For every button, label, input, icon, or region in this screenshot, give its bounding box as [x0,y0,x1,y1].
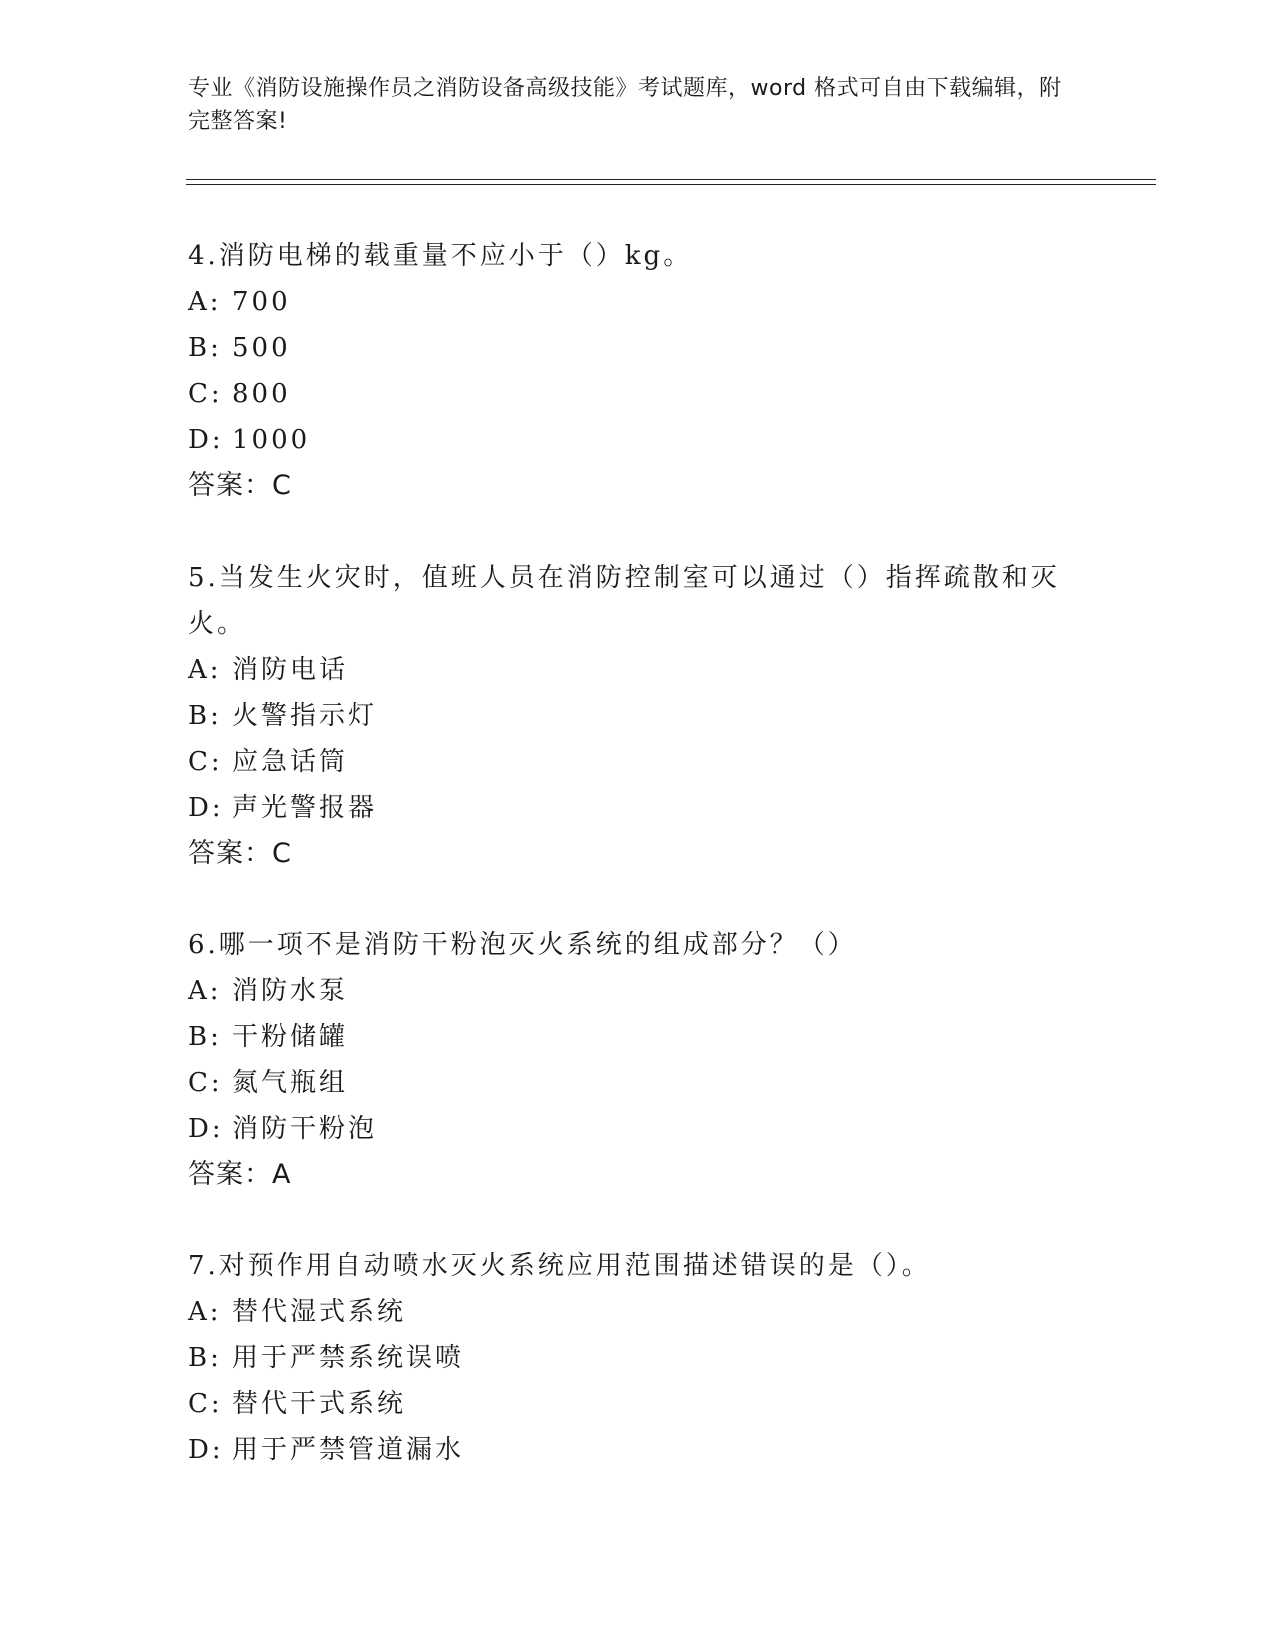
option-a [188,279,1068,325]
option-letter: D: [188,1114,224,1144]
option-letter: B: [188,701,222,731]
header-divider-bottom [186,184,1156,185]
question-6 [188,922,1068,1198]
option-letter: C: [188,379,223,409]
option-text: 替代干式系统 [232,1389,407,1419]
option-text: 应急话筒 [232,747,349,777]
option-b [188,693,1068,739]
option-letter: D: [188,425,224,455]
option-c [188,1060,1068,1106]
option-text: 1000 [232,425,311,455]
option-letter: A: [188,976,222,1006]
option-d [188,417,1068,463]
option-c [188,739,1068,785]
option-text: 700 [232,287,291,317]
option-text: 用于严禁系统误喷 [232,1343,465,1373]
question-stem: 7.对预作用自动喷水灭火系统应用范围描述错误的是（）。 [188,1251,931,1281]
option-letter: B: [188,333,222,363]
option-text: 氮气瓶组 [232,1068,349,1098]
option-letter: A: [188,287,222,317]
question-4 [188,233,1068,509]
option-b [188,1014,1068,1060]
option-text: 500 [232,333,291,363]
option-d [188,785,1068,831]
option-text: 干粉储罐 [232,1022,349,1052]
option-text: 声光警报器 [232,793,378,823]
question-stem: 5.当发生火灾时，值班人员在消防控制室可以通过（）指挥疏散和灭火。 [188,563,1060,639]
option-letter: B: [188,1022,222,1052]
option-b [188,1335,1068,1381]
option-letter: D: [188,793,224,823]
answer-line: 答案：A [188,1159,292,1190]
option-letter: A: [188,655,222,685]
header-divider-top [186,179,1156,180]
question-5 [188,555,1068,877]
option-letter: B: [188,1343,222,1373]
option-letter: C: [188,1389,223,1419]
option-text: 替代湿式系统 [232,1297,407,1327]
option-text: 火警指示灯 [232,701,378,731]
answer-line: 答案：C [188,838,292,869]
option-text: 用于严禁管道漏水 [232,1435,465,1465]
document-header: 专业《消防设施操作员之消防设备高级技能》考试题库，word 格式可自由下载编辑，附完整答案! [188,76,1062,134]
option-d [188,1427,1068,1473]
option-c [188,1381,1068,1427]
option-a [188,647,1068,693]
option-a [188,1289,1068,1335]
option-d [188,1106,1068,1152]
option-letter: A: [188,1297,222,1327]
option-text: 800 [232,379,291,409]
option-a [188,968,1068,1014]
question-stem: 4.消防电梯的载重量不应小于（）kg。 [188,241,693,271]
option-c [188,371,1068,417]
answer-line: 答案：C [188,470,292,501]
option-letter: C: [188,1068,223,1098]
option-letter: D: [188,1435,224,1465]
option-b [188,325,1068,371]
option-text: 消防水泵 [232,976,349,1006]
option-letter: C: [188,747,223,777]
option-text: 消防干粉泡 [232,1114,378,1144]
question-stem: 6.哪一项不是消防干粉泡灭火系统的组成部分？（） [188,930,857,960]
question-7 [188,1243,1068,1473]
option-text: 消防电话 [232,655,349,685]
